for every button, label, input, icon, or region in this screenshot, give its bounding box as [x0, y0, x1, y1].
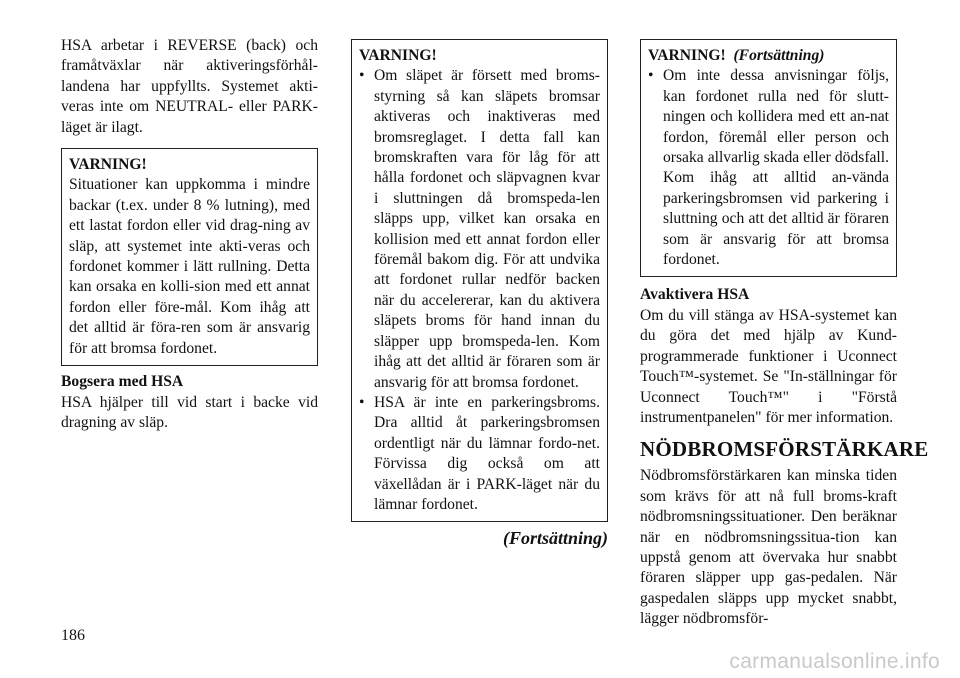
- column-right: [640, 36, 929, 630]
- warning-bullet: • Om släpet är försett med broms-styrning så kan släpets bromsar aktiveras och inaktiveras med bromsreglaget. I detta fall kan bromskraften vara för låg för att hålla fordonet och släpvagnen kvar i sluttningen då bromspeda-len släpps upp, vilket kan orsaka en kollision med ett annat fordon eller föremål bakom dig. För att undvika att fordonet rullar nedför backen när du accelererar, kan du aktivera släpets broms för hand innan du släpper upp bromspeda-len. Kom ihåg att det alltid är föraren som är ansvarig för att bromsa fordonet.: [359, 66, 600, 393]
- warning-bullet-list: [359, 66, 600, 515]
- watermark: carmanualsonline.info: [729, 650, 940, 673]
- warning-box-continued: [640, 39, 897, 277]
- warning-title: [648, 46, 889, 66]
- warning-title-text: VARNING!: [648, 47, 726, 64]
- warning-bullet: • HSA är inte en parkeringsbroms. Dra alltid åt parkeringsbromsen ordentligt när du lämnar fordo-net. Förvissa dig också om att växellådan är i PARK-läget när du lämnar fordonet.: [359, 393, 600, 515]
- warning-title-continued: (Fortsättning): [733, 47, 825, 64]
- towing-paragraph: HSA hjälper till vid start i backe vid dragning av släp.: [61, 393, 318, 431]
- warning-bullet: • Om inte dessa anvisningar följs, kan fordonet rulla ned för slutt-ningen och kollidera med ett an-nat fordon, föremål eller person och orsaka allvarlig skada eller dödsfall. Kom ihåg att alltid an-vända parkeringsbromsen vid parkering i sluttning och att det alltid är föraren som är ansvarig för att bromsa fordonet.: [648, 66, 889, 270]
- towing-heading: Bogsera med HSA: [61, 373, 184, 391]
- deactivate-hsa-paragraph: Om du vill stänga av HSA-systemet kan du göra det med hjälp av Kund-programmerade funktioner i Uconnect Touch™-systemet. Se "In-ställningar för Uconnect Touch™" i "Förstå instrumentpanelen" för mer information.: [640, 306, 897, 426]
- deactivate-hsa-heading: Avaktivera HSA: [640, 286, 750, 304]
- warning-text: Situationer kan uppkomma i mindre backar (t.ex. under 8 % lutning), med ett lastat fordon eller vid drag-ning av släp, att systemet inte akti-veras och fordonet kommer i lätt rullning. Detta kan orsaka en kolli-sion med ett annat fordon eller före-mål. Kom ihåg att det alltid är föra-ren som är ansvarig för att bromsa fordonet.: [69, 176, 310, 357]
- continued-label: (Fortsättning): [502, 528, 608, 549]
- warning-box: [61, 148, 318, 366]
- section-title: NÖDBROMSFÖRSTÄRKARE: [640, 437, 929, 462]
- warning-box-trailer: [351, 39, 608, 522]
- warning-title: VARNING!: [69, 156, 147, 174]
- warning-title: VARNING!: [359, 47, 437, 64]
- brake-assist-paragraph: Nödbromsförstärkaren kan minska tiden som krävs för att nå full broms-kraft nödbromsningssituationer. Den beräknar när en nödbromsningssitua-tion kan uppstå genom att övervaka hur snabbt föraren släpper upp gas-pedalen. När gaspedalen släpps upp mycket snabbt, lägger nödbromsför-: [640, 467, 897, 628]
- warning-bullet-list: [648, 66, 889, 270]
- column-middle: [351, 36, 608, 549]
- page-number: 186: [61, 627, 85, 644]
- hsa-intro-paragraph: HSA arbetar i REVERSE (back) och framåtväxlar när aktiveringsförhål-landena har uppfyllts. Systemet akti-veras inte om NEUTRAL- eller PARK-läget är ilagt.: [61, 37, 318, 136]
- column-left: [61, 36, 318, 433]
